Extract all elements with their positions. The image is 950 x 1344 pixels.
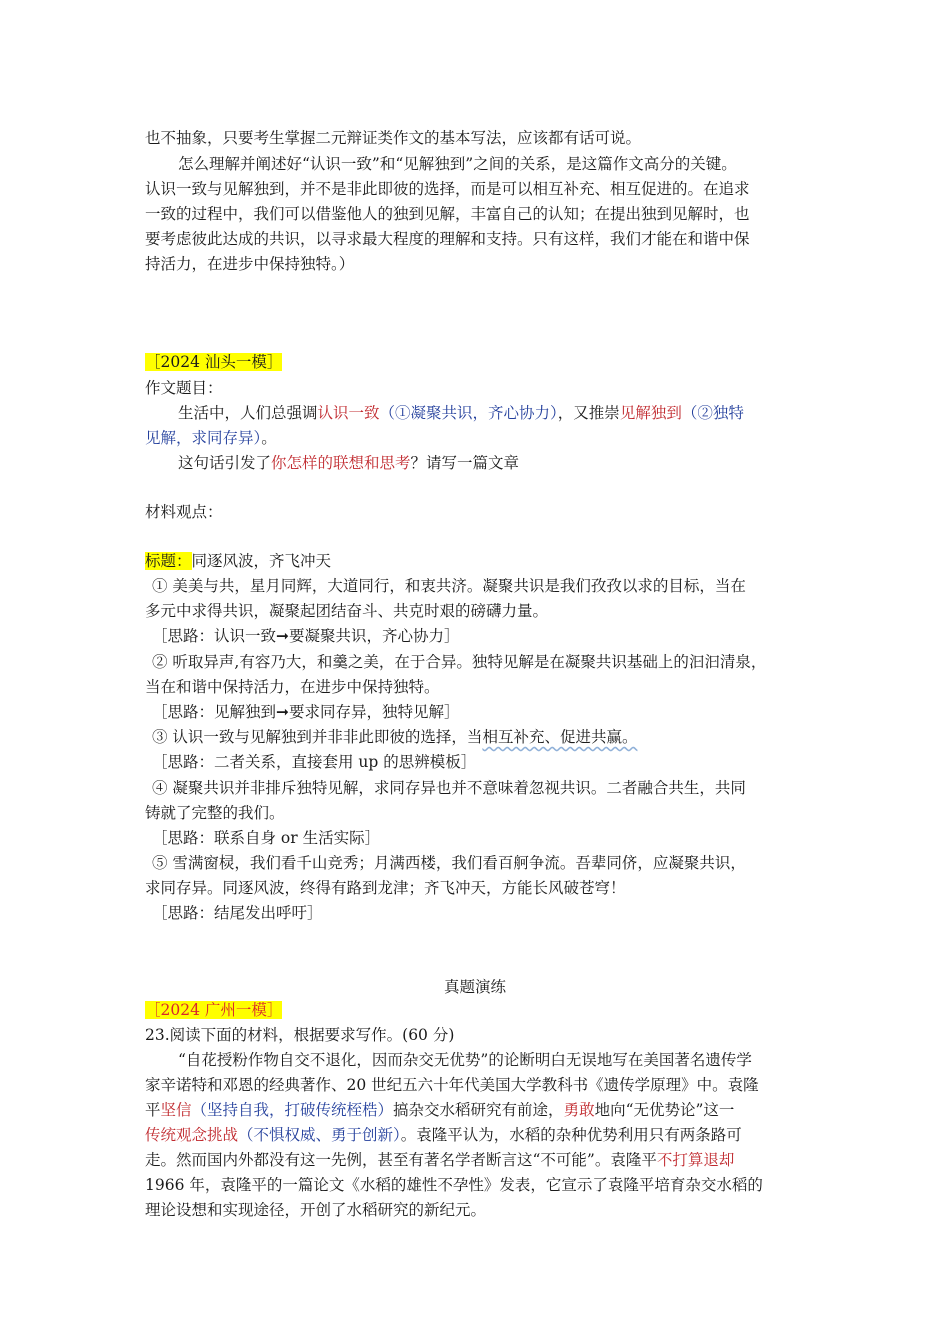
intro-line-5: 要考虑彼此达成的共识，以寻求最大程度的理解和支持。只有这样，我们才能在和谐中保 xyxy=(145,230,750,248)
intro-line-1: 也不抽象，只要考生掌握二元辩证类作文的基本写法，应该都有话可说。 xyxy=(145,129,642,147)
prompt-text: ，又推崇 xyxy=(557,404,620,422)
idea-4: ［思路：联系自身 or 生活实际］ xyxy=(152,829,381,847)
guangzhou-tag xyxy=(145,998,282,1022)
guangzhou-tag-text: ［2024 广州一模］ xyxy=(145,1001,283,1019)
shantou-tag xyxy=(145,350,282,374)
intro-line-6: 持活力，在进步中保持独特。） xyxy=(145,255,355,273)
annotation-1: （①凝聚共识，齐心协力） xyxy=(379,404,558,422)
point-4-line-2: 铸就了完整的我们。 xyxy=(145,804,285,822)
question-line: 23.阅读下面的材料，根据要求写作。(60 分) xyxy=(145,1026,455,1044)
annotation-2: （②独特 xyxy=(681,404,744,422)
keyword-belief: 坚信 xyxy=(160,1101,192,1119)
title-label: 标题： xyxy=(145,552,192,570)
prompt-line-1 xyxy=(178,401,744,425)
material-line-6: 1966 年，袁隆平的一篇论文《水稻的雄性不孕性》发表，它宣示了袁隆平培育杂交水稻的 xyxy=(145,1176,763,1194)
prompt-line-3 xyxy=(178,451,519,475)
arrow-icon: ➞ xyxy=(276,627,290,645)
material-label: 材料观点： xyxy=(145,503,223,521)
title-line xyxy=(145,549,331,573)
annotation-challenge: （不惧权威、勇于创新） xyxy=(238,1126,401,1144)
material-line-5 xyxy=(145,1148,734,1172)
prompt-text: 生活中，人们总强调 xyxy=(178,404,318,422)
prompt-line-2 xyxy=(145,426,277,450)
point-4-line-1: ④ 凝聚共识并非排斥独特见解，求同存异也并不意味着忽视共识。二者融合共生，共同 xyxy=(152,779,746,797)
material-text: 平 xyxy=(145,1101,161,1119)
idea-1 xyxy=(152,624,460,648)
material-line-4 xyxy=(145,1123,742,1147)
idea-5: ［思路：结尾发出呼吁］ xyxy=(152,904,323,922)
intro-line-2: 怎么理解并阐述好“认识一致”和“见解独到”之间的关系，是这篇作文高分的关键。 xyxy=(178,155,737,173)
point-1-line-2: 多元中求得共识，凝聚起团结奋斗、共克时艰的磅礴力量。 xyxy=(145,602,549,620)
prompt-label: 作文题目： xyxy=(145,379,223,397)
point-3 xyxy=(152,725,637,749)
material-line-7: 理论设想和实现途径，开创了水稻研究的新纪元。 xyxy=(145,1201,487,1219)
point-5-line-1: ⑤ 雪满窗棂，我们看千山竞秀；月满西楼，我们看百舸争流。吾辈同侪，应凝聚共识， xyxy=(152,854,746,872)
shantou-tag-text: ［2024 汕头一模］ xyxy=(145,353,283,371)
point-2-line-2: 当在和谐中保持活力，在进步中保持独特。 xyxy=(145,678,440,696)
keyword-no-retreat: 不打算退却 xyxy=(656,1151,735,1169)
material-text: 。袁隆平认为，水稻的杂种优势利用只有两条路可 xyxy=(400,1126,742,1144)
material-text: 走。然而国内外都没有这一先例，甚至有著名学者断言这“不可能”。袁隆平 xyxy=(145,1151,657,1169)
keyword-consensus: 认识一致 xyxy=(317,404,380,422)
keyword-brave: 勇敢 xyxy=(563,1101,595,1119)
idea-text: 要求同存异，独特见解］ xyxy=(289,703,460,721)
prompt-text: 这句话引发了 xyxy=(178,454,272,472)
point-3-emphasis: 相互补充、促进共赢。 xyxy=(482,728,638,746)
point-5-line-2: 求同存异。同逐风波，终得有路到龙津；齐飞冲天，方能长风破苍穹！ xyxy=(145,879,626,897)
material-text: 搞杂交水稻研究有前途， xyxy=(393,1101,564,1119)
point-1-line-1: ① 美美与共，星月同辉，大道同行，和衷共济。凝聚共识是我们孜孜以求的目标，当在 xyxy=(152,577,746,595)
keyword-insight: 见解独到 xyxy=(619,404,682,422)
idea-3: ［思路：二者关系，直接套用 up 的思辨模板］ xyxy=(152,753,477,771)
material-line-3 xyxy=(145,1098,734,1122)
material-line-1: “自花授粉作物自交不退化，因而杂交无优势”的论断明白无误地写在美国著名遗传学 xyxy=(178,1051,752,1069)
point-2-line-1: ② 听取异声,有容乃大，和羹之美，在于合异。独特见解是在凝聚共识基础上的汩汩清泉， xyxy=(152,653,767,671)
prompt-text: 。 xyxy=(261,429,277,447)
keyword-challenge: 传统观念挑战 xyxy=(145,1126,239,1144)
material-line-2: 家辛诺特和邓恩的经典著作、20 世纪五六十年代美国大学教科书《遗传学原理》中。袁隆 xyxy=(145,1076,759,1094)
point-text: ③ 认识一致与见解独到并非非此即彼的选择，当 xyxy=(152,728,483,746)
idea-text: ［思路：认识一致 xyxy=(152,627,277,645)
practice-heading: 真题演练 xyxy=(443,978,506,996)
title-text: 同逐风波，齐飞冲天 xyxy=(191,552,332,570)
idea-text: ［思路：见解独到 xyxy=(152,703,277,721)
idea-2 xyxy=(152,700,460,724)
annotation-2-cont: 见解，求同存异） xyxy=(145,429,262,447)
idea-text: 要凝聚共识，齐心协力］ xyxy=(289,627,460,645)
annotation-belief: （坚持自我，打破传统桎梏） xyxy=(191,1101,394,1119)
arrow-icon: ➞ xyxy=(276,703,290,721)
intro-line-3: 认识一致与见解独到，并不是非此即彼的选择，而是可以相互补充、相互促进的。在追求 xyxy=(145,180,750,198)
material-text: 地向“无优势论”这一 xyxy=(594,1101,735,1119)
keyword-question: 你怎样的联想和思考 xyxy=(271,454,411,472)
prompt-text: ？请写一篇文章 xyxy=(410,454,520,472)
intro-line-4: 一致的过程中，我们可以借鉴他人的独到见解，丰富自己的认知；在提出独到见解时，也 xyxy=(145,205,750,223)
